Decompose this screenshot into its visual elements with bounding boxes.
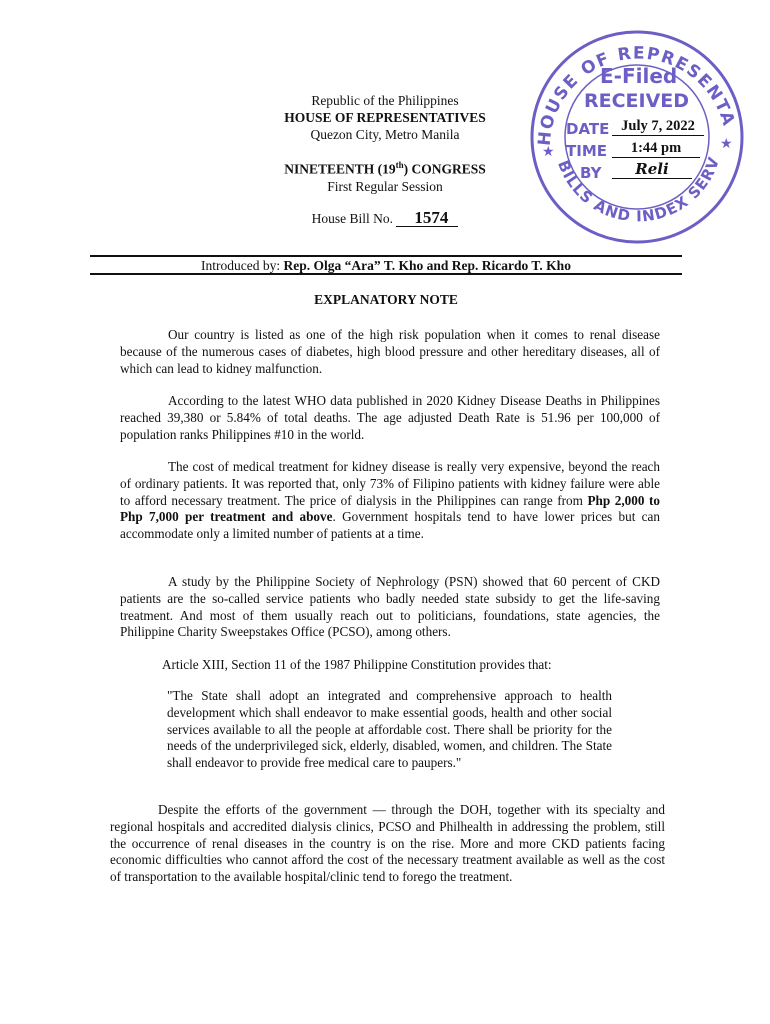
stamp-ring-bottom: BILLS AND INDEX SERV [554, 154, 724, 226]
stamp-by-signature: Reli [612, 160, 692, 179]
bill-number-line: House Bill No. 1574 [230, 209, 540, 227]
stamp-by-label: BY [580, 164, 602, 182]
introduced-authors: Rep. Olga “Ara” T. Kho and Rep. Ricardo T. Kho [283, 258, 571, 273]
republic-line: Republic of the Philippines [311, 93, 459, 108]
stamp-time-value: 1:44 pm [612, 140, 700, 158]
house-line: HOUSE OF REPRESENTATIVES [284, 110, 486, 125]
paragraph-6: Despite the efforts of the government — through the DOH, together with its specialty and regional hospitals and accredited dialysis clinics, PCSO and Philhealth in addressing the problem, still the occurrence of renal diseases in the country is on the rise. More and more CKD patients facing economic difficulties who cannot afford the cost of the necessary treatment available as well as the cost of transportation to the available hospital/clinic tend to forego the treatment. [110, 802, 665, 885]
stamp-received: RECEIVED [584, 90, 690, 112]
bottom-divider [90, 273, 682, 275]
paragraph-4: A study by the Philippine Society of Nephrology (PSN) showed that 60 percent of CKD patients are the so-called service patients who badly needed state subsidy to get the life-saving treatment. And most of them usually reach out to politicians, foundations, state agencies, the Philippine Charity Sweepstakes Office (PCSO), among others. [120, 574, 660, 640]
paragraph-5: Article XIII, Section 11 of the 1987 Philippine Constitution provides that: [162, 657, 552, 672]
svg-text:★: ★ [542, 144, 555, 160]
paragraph-3: The cost of medical treatment for kidney disease is really very expensive, beyond the reach of ordinary patients. It was reported that, only 73% of Filipino patients with kidney failure were able to afford necessary treatment. The price of dialysis in the Philippines can range from Php 2,000 to Php 7,000 per treatment and above. Government hospitals tend to have lower prices but can accommodate only a limited number of patients at a time. [120, 459, 660, 542]
stamp-date-value: July 7, 2022 [612, 118, 704, 136]
introduced-line [90, 257, 682, 274]
bill-number: 1574 [396, 209, 458, 227]
stamp-ring-top: HOUSE OF REPRESENTA [534, 43, 739, 147]
constitution-quote: "The State shall adopt an integrated and comprehensive approach to health development which shall endeavor to make essential goods, health and other social services available to all the people at affordable cost. There shall be priority for the needs of the underprivileged sick, elderly, disabled, women, and children. The State shall endeavor to provide free medical care to paupers." [167, 688, 612, 771]
session-line: First Regular Session [327, 178, 443, 194]
stamp-time-label: TIME [566, 142, 607, 160]
city-line: Quezon City, Metro Manila [310, 127, 460, 142]
paragraph-2: According to the latest WHO data published in 2020 Kidney Disease Deaths in Philippines reached 39,380 or 5.84% of total deaths. The age adjusted Death Rate is 51.96 per 100,000 of population ranks Philippines #10 in the world. [120, 393, 660, 442]
received-stamp [528, 28, 746, 246]
document-title: EXPLANATORY NOTE [314, 292, 458, 307]
introduced-label: Introduced by: [201, 258, 281, 273]
svg-text:★: ★ [720, 136, 733, 152]
header-block [230, 92, 540, 227]
paragraph-1: Our country is listed as one of the high risk population when it comes to renal disease because of the numerous cases of diabetes, high blood pressure and other hereditary diseases, all of which can lead to kidney malfunction. [120, 327, 660, 376]
congress-line: NINETEENTH (19th) CONGRESS [284, 160, 486, 177]
stamp-efiled: E-Filed [600, 64, 678, 88]
stamp-seal-icon [528, 28, 746, 246]
stamp-date-label: DATE [566, 120, 610, 138]
dialysis-price: Php 2,000 to Php 7,000 per treatment and above [120, 492, 660, 525]
